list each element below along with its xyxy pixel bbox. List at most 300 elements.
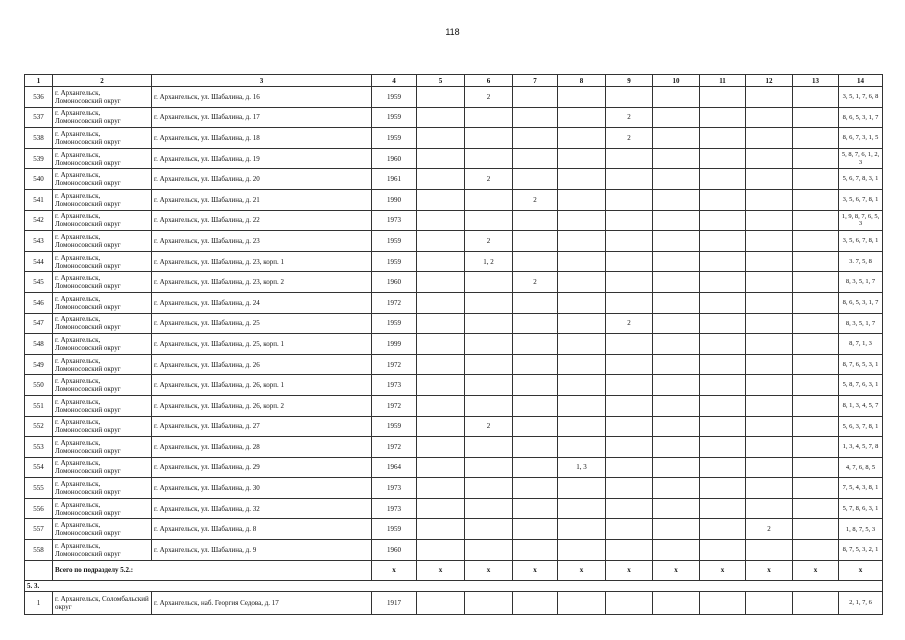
row-col-12 xyxy=(746,107,793,128)
header-cell: 9 xyxy=(606,75,653,87)
row-address: г. Архангельск, ул. Шабалина, д. 28 xyxy=(152,437,372,458)
row-col-5 xyxy=(417,457,465,478)
row-year: 1999 xyxy=(372,334,417,355)
row-col-5 xyxy=(417,272,465,293)
row-address: г. Архангельск, ул. Шабалина, д. 23, корп. 1 xyxy=(152,251,372,272)
row-col-8 xyxy=(558,395,606,416)
row-col-11 xyxy=(700,395,746,416)
row-col-8 xyxy=(558,189,606,210)
row-col-6 xyxy=(465,272,513,293)
row-col-5 xyxy=(417,591,465,614)
row-location: г. Архангельск, Ломоносовский округ xyxy=(53,251,152,272)
row-number: 544 xyxy=(25,251,53,272)
row-col-13 xyxy=(793,313,839,334)
row-col-7 xyxy=(513,437,558,458)
row-address: г. Архангельск, ул. Шабалина, д. 26, корп. 1 xyxy=(152,375,372,396)
row-col-11 xyxy=(700,498,746,519)
table-row xyxy=(25,457,883,478)
row-col-8 xyxy=(558,87,606,108)
row-col-12 xyxy=(746,478,793,499)
total-label: Всего по подразделу 5.2.: xyxy=(53,560,372,580)
row-col-11 xyxy=(700,540,746,561)
row-col-8 xyxy=(558,354,606,375)
row-col-12 xyxy=(746,375,793,396)
row-col-14: 2, 1, 7, 6 xyxy=(839,591,883,614)
row-col-12 xyxy=(746,313,793,334)
row-col-8 xyxy=(558,210,606,231)
row-col-10 xyxy=(653,395,700,416)
row-year: 1917 xyxy=(372,591,417,614)
row-address: г. Архангельск, ул. Шабалина, д. 18 xyxy=(152,128,372,149)
row-col-11 xyxy=(700,251,746,272)
row-number: 538 xyxy=(25,128,53,149)
row-col-7 xyxy=(513,416,558,437)
row-number: 549 xyxy=(25,354,53,375)
row-col-5 xyxy=(417,292,465,313)
header-cell: 14 xyxy=(839,75,883,87)
row-col-5 xyxy=(417,189,465,210)
total-row xyxy=(25,560,883,580)
row-col-9 xyxy=(606,87,653,108)
row-location: г. Архангельск, Ломоносовский округ xyxy=(53,540,152,561)
row-col-9 xyxy=(606,540,653,561)
row-year: 1959 xyxy=(372,416,417,437)
row-col-10 xyxy=(653,519,700,540)
row-col-14: 7, 5, 4, 3, 8, 1 xyxy=(839,478,883,499)
row-col-7 xyxy=(513,395,558,416)
row-col-6 xyxy=(465,437,513,458)
row-col-11 xyxy=(700,519,746,540)
row-col-6: 2 xyxy=(465,169,513,190)
table-body xyxy=(25,87,883,615)
row-col-5 xyxy=(417,87,465,108)
row-col-7 xyxy=(513,169,558,190)
row-col-6 xyxy=(465,148,513,169)
row-address: г. Архангельск, ул. Шабалина, д. 30 xyxy=(152,478,372,499)
header-cell: 7 xyxy=(513,75,558,87)
row-location: г. Архангельск, Ломоносовский округ xyxy=(53,375,152,396)
row-number: 550 xyxy=(25,375,53,396)
row-number: 540 xyxy=(25,169,53,190)
row-col-8 xyxy=(558,169,606,190)
row-year: 1959 xyxy=(372,519,417,540)
row-address: г. Архангельск, ул. Шабалина, д. 26 xyxy=(152,354,372,375)
row-year: 1972 xyxy=(372,354,417,375)
total-value: x xyxy=(746,560,793,580)
row-col-14: 8, 6, 7, 3, 1, 5 xyxy=(839,128,883,149)
row-address: г. Архангельск, ул. Шабалина, д. 22 xyxy=(152,210,372,231)
row-year: 1964 xyxy=(372,457,417,478)
row-col-5 xyxy=(417,395,465,416)
row-location: г. Архангельск, Ломоносовский округ xyxy=(53,210,152,231)
row-col-11 xyxy=(700,375,746,396)
row-col-7 xyxy=(513,334,558,355)
row-year: 1959 xyxy=(372,313,417,334)
row-col-11 xyxy=(700,292,746,313)
row-col-14: 3, 5, 6, 7, 8, 1 xyxy=(839,231,883,252)
data-table xyxy=(24,74,883,615)
row-col-9 xyxy=(606,437,653,458)
row-col-6: 1, 2 xyxy=(465,251,513,272)
row-year: 1959 xyxy=(372,107,417,128)
row-location: г. Архангельск, Ломоносовский округ xyxy=(53,87,152,108)
row-col-5 xyxy=(417,251,465,272)
row-col-10 xyxy=(653,478,700,499)
row-col-5 xyxy=(417,375,465,396)
row-col-10 xyxy=(653,375,700,396)
table-row xyxy=(25,334,883,355)
row-year: 1961 xyxy=(372,169,417,190)
row-col-13 xyxy=(793,292,839,313)
row-col-14: 8, 7, 1, 3 xyxy=(839,334,883,355)
row-col-11 xyxy=(700,87,746,108)
row-col-10 xyxy=(653,87,700,108)
row-address: г. Архангельск, ул. Шабалина, д. 19 xyxy=(152,148,372,169)
total-value: x xyxy=(465,560,513,580)
row-col-13 xyxy=(793,107,839,128)
row-number: 537 xyxy=(25,107,53,128)
row-col-10 xyxy=(653,498,700,519)
row-number: 536 xyxy=(25,87,53,108)
row-col-14: 3, 5, 1, 7, 6, 8 xyxy=(839,87,883,108)
row-col-6 xyxy=(465,498,513,519)
row-col-9 xyxy=(606,148,653,169)
row-address: г. Архангельск, ул. Шабалина, д. 29 xyxy=(152,457,372,478)
row-col-9 xyxy=(606,591,653,614)
row-year: 1973 xyxy=(372,210,417,231)
row-location: г. Архангельск, Ломоносовский округ xyxy=(53,478,152,499)
row-number: 541 xyxy=(25,189,53,210)
row-col-8 xyxy=(558,498,606,519)
table-row xyxy=(25,107,883,128)
row-col-11 xyxy=(700,148,746,169)
row-col-6 xyxy=(465,519,513,540)
row-col-12 xyxy=(746,189,793,210)
row-col-9 xyxy=(606,498,653,519)
row-col-7 xyxy=(513,498,558,519)
row-col-10 xyxy=(653,231,700,252)
row-col-8 xyxy=(558,313,606,334)
row-col-14: 8, 6, 5, 3, 1, 7 xyxy=(839,107,883,128)
row-col-14: 5, 7, 8, 6, 3, 1 xyxy=(839,498,883,519)
header-cell: 6 xyxy=(465,75,513,87)
row-year: 1960 xyxy=(372,272,417,293)
row-number: 543 xyxy=(25,231,53,252)
row-year: 1959 xyxy=(372,251,417,272)
row-col-9: 2 xyxy=(606,107,653,128)
row-col-7 xyxy=(513,478,558,499)
row-year: 1960 xyxy=(372,540,417,561)
row-col-9 xyxy=(606,272,653,293)
row-year: 1973 xyxy=(372,498,417,519)
row-col-6 xyxy=(465,189,513,210)
row-col-7 xyxy=(513,354,558,375)
row-col-12 xyxy=(746,498,793,519)
row-number: 1 xyxy=(25,591,53,614)
row-address: г. Архангельск, ул. Шабалина, д. 27 xyxy=(152,416,372,437)
row-col-7: 2 xyxy=(513,189,558,210)
row-col-6 xyxy=(465,457,513,478)
row-col-8 xyxy=(558,292,606,313)
row-number: 556 xyxy=(25,498,53,519)
row-col-7 xyxy=(513,519,558,540)
row-col-8 xyxy=(558,437,606,458)
row-col-12: 2 xyxy=(746,519,793,540)
row-col-5 xyxy=(417,416,465,437)
row-location: г. Архангельск, Ломоносовский округ xyxy=(53,189,152,210)
row-col-5 xyxy=(417,210,465,231)
row-col-9 xyxy=(606,416,653,437)
row-number: 548 xyxy=(25,334,53,355)
row-number: 539 xyxy=(25,148,53,169)
row-col-14: 5, 8, 7, 6, 1, 2, 3 xyxy=(839,148,883,169)
row-col-11 xyxy=(700,591,746,614)
row-col-7 xyxy=(513,292,558,313)
row-col-10 xyxy=(653,210,700,231)
row-col-10 xyxy=(653,148,700,169)
table-row xyxy=(25,148,883,169)
row-number: 554 xyxy=(25,457,53,478)
row-location: г. Архангельск, Ломоносовский округ xyxy=(53,457,152,478)
table-row xyxy=(25,231,883,252)
row-col-9 xyxy=(606,169,653,190)
row-address: г. Архангельск, наб. Георгия Седова, д. 17 xyxy=(152,591,372,614)
row-col-9: 2 xyxy=(606,313,653,334)
row-col-11 xyxy=(700,231,746,252)
row-col-8 xyxy=(558,148,606,169)
row-col-12 xyxy=(746,334,793,355)
total-value: x xyxy=(793,560,839,580)
row-col-13 xyxy=(793,395,839,416)
row-year: 1973 xyxy=(372,375,417,396)
row-col-8 xyxy=(558,107,606,128)
row-col-13 xyxy=(793,231,839,252)
row-address: г. Архангельск, ул. Шабалина, д. 16 xyxy=(152,87,372,108)
row-col-11 xyxy=(700,478,746,499)
header-cell: 13 xyxy=(793,75,839,87)
row-address: г. Архангельск, ул. Шабалина, д. 23, корп. 2 xyxy=(152,272,372,293)
row-col-9 xyxy=(606,457,653,478)
row-col-13 xyxy=(793,540,839,561)
row-col-9 xyxy=(606,251,653,272)
row-col-8 xyxy=(558,128,606,149)
row-location: г. Архангельск, Ломоносовский округ xyxy=(53,416,152,437)
row-col-12 xyxy=(746,128,793,149)
row-col-6 xyxy=(465,354,513,375)
row-col-5 xyxy=(417,148,465,169)
row-col-8 xyxy=(558,231,606,252)
row-col-5 xyxy=(417,437,465,458)
header-cell: 11 xyxy=(700,75,746,87)
row-address: г. Архангельск, ул. Шабалина, д. 17 xyxy=(152,107,372,128)
row-col-14: 8, 7, 6, 5, 3, 1 xyxy=(839,354,883,375)
row-address: г. Архангельск, ул. Шабалина, д. 9 xyxy=(152,540,372,561)
row-col-7 xyxy=(513,128,558,149)
row-location: г. Архангельск, Ломоносовский округ xyxy=(53,334,152,355)
total-empty-cell xyxy=(25,560,53,580)
total-value: x xyxy=(417,560,465,580)
row-col-11 xyxy=(700,334,746,355)
row-year: 1959 xyxy=(372,128,417,149)
row-col-7 xyxy=(513,591,558,614)
row-address: г. Архангельск, ул. Шабалина, д. 26, корп. 2 xyxy=(152,395,372,416)
row-col-14: 1, 8, 7, 5, 3 xyxy=(839,519,883,540)
total-value: x xyxy=(372,560,417,580)
row-col-10 xyxy=(653,251,700,272)
row-col-9 xyxy=(606,395,653,416)
row-col-5 xyxy=(417,498,465,519)
total-value: x xyxy=(513,560,558,580)
row-col-8 xyxy=(558,334,606,355)
row-col-10 xyxy=(653,272,700,293)
row-location: г. Архангельск, Ломоносовский округ xyxy=(53,272,152,293)
row-col-12 xyxy=(746,272,793,293)
row-col-9 xyxy=(606,478,653,499)
row-col-13 xyxy=(793,498,839,519)
header-cell: 10 xyxy=(653,75,700,87)
row-col-10 xyxy=(653,457,700,478)
total-value: x xyxy=(558,560,606,580)
row-col-9 xyxy=(606,231,653,252)
row-col-13 xyxy=(793,189,839,210)
row-col-7 xyxy=(513,107,558,128)
table-row xyxy=(25,210,883,231)
table-row xyxy=(25,272,883,293)
row-col-10 xyxy=(653,292,700,313)
row-col-10 xyxy=(653,354,700,375)
row-col-7 xyxy=(513,210,558,231)
header-cell: 3 xyxy=(152,75,372,87)
row-col-14: 3, 5, 6, 7, 8, 1 xyxy=(839,189,883,210)
row-col-10 xyxy=(653,540,700,561)
row-col-12 xyxy=(746,457,793,478)
table-row xyxy=(25,478,883,499)
row-year: 1959 xyxy=(372,87,417,108)
table-row xyxy=(25,519,883,540)
row-col-5 xyxy=(417,540,465,561)
row-col-5 xyxy=(417,107,465,128)
row-number: 553 xyxy=(25,437,53,458)
row-col-12 xyxy=(746,395,793,416)
row-col-9 xyxy=(606,189,653,210)
row-col-11 xyxy=(700,416,746,437)
row-col-7 xyxy=(513,251,558,272)
row-location: г. Архангельск, Ломоносовский округ xyxy=(53,519,152,540)
row-col-7 xyxy=(513,87,558,108)
row-col-10 xyxy=(653,416,700,437)
header-cell: 8 xyxy=(558,75,606,87)
row-location: г. Архангельск, Ломоносовский округ xyxy=(53,128,152,149)
row-year: 1972 xyxy=(372,395,417,416)
row-location: г. Архангельск, Ломоносовский округ xyxy=(53,313,152,334)
row-year: 1972 xyxy=(372,292,417,313)
row-col-7 xyxy=(513,313,558,334)
row-address: г. Архангельск, ул. Шабалина, д. 24 xyxy=(152,292,372,313)
row-col-13 xyxy=(793,272,839,293)
row-col-11 xyxy=(700,354,746,375)
row-col-6 xyxy=(465,478,513,499)
row-col-12 xyxy=(746,169,793,190)
row-col-7: 2 xyxy=(513,272,558,293)
row-address: г. Архангельск, ул. Шабалина, д. 23 xyxy=(152,231,372,252)
row-col-8: 1, 3 xyxy=(558,457,606,478)
row-col-8 xyxy=(558,478,606,499)
row-col-8 xyxy=(558,519,606,540)
row-location: г. Архангельск, Ломоносовский округ xyxy=(53,148,152,169)
header-cell: 1 xyxy=(25,75,53,87)
row-col-6 xyxy=(465,540,513,561)
row-location: г. Архангельск, Ломоносовский округ xyxy=(53,292,152,313)
row-col-7 xyxy=(513,375,558,396)
row-col-14: 5, 8, 7, 6, 3, 1 xyxy=(839,375,883,396)
row-col-12 xyxy=(746,292,793,313)
row-col-9 xyxy=(606,375,653,396)
row-col-13 xyxy=(793,251,839,272)
row-col-12 xyxy=(746,416,793,437)
table-row xyxy=(25,87,883,108)
row-number: 558 xyxy=(25,540,53,561)
header-cell: 4 xyxy=(372,75,417,87)
row-location: г. Архангельск, Соломбальский округ xyxy=(53,591,152,614)
table-row xyxy=(25,540,883,561)
row-address: г. Архангельск, ул. Шабалина, д. 20 xyxy=(152,169,372,190)
total-value: x xyxy=(606,560,653,580)
row-number: 545 xyxy=(25,272,53,293)
row-col-9: 2 xyxy=(606,128,653,149)
row-year: 1973 xyxy=(372,478,417,499)
row-col-10 xyxy=(653,591,700,614)
row-col-7 xyxy=(513,231,558,252)
row-year: 1972 xyxy=(372,437,417,458)
row-col-6: 2 xyxy=(465,87,513,108)
row-year: 1960 xyxy=(372,148,417,169)
row-number: 557 xyxy=(25,519,53,540)
row-col-10 xyxy=(653,169,700,190)
row-col-14: 1, 3, 4, 5, 7, 8 xyxy=(839,437,883,458)
row-col-13 xyxy=(793,334,839,355)
row-col-6: 2 xyxy=(465,416,513,437)
row-col-5 xyxy=(417,169,465,190)
row-col-8 xyxy=(558,540,606,561)
row-location: г. Архангельск, Ломоносовский округ xyxy=(53,107,152,128)
total-value: x xyxy=(839,560,883,580)
row-col-11 xyxy=(700,313,746,334)
row-col-11 xyxy=(700,128,746,149)
row-col-13 xyxy=(793,148,839,169)
header-row xyxy=(25,75,883,87)
row-col-11 xyxy=(700,189,746,210)
row-col-11 xyxy=(700,437,746,458)
row-col-8 xyxy=(558,272,606,293)
row-col-11 xyxy=(700,169,746,190)
table-row xyxy=(25,437,883,458)
row-address: г. Архангельск, ул. Шабалина, д. 8 xyxy=(152,519,372,540)
row-col-10 xyxy=(653,189,700,210)
row-col-11 xyxy=(700,272,746,293)
row-col-5 xyxy=(417,334,465,355)
row-col-12 xyxy=(746,148,793,169)
row-col-13 xyxy=(793,87,839,108)
row-col-7 xyxy=(513,148,558,169)
table-row xyxy=(25,395,883,416)
row-address: г. Архангельск, ул. Шабалина, д. 25 xyxy=(152,313,372,334)
row-col-12 xyxy=(746,354,793,375)
row-location: г. Архангельск, Ломоносовский округ xyxy=(53,437,152,458)
row-col-6 xyxy=(465,107,513,128)
row-location: г. Архангельск, Ломоносовский округ xyxy=(53,169,152,190)
row-col-7 xyxy=(513,457,558,478)
table-row xyxy=(25,251,883,272)
